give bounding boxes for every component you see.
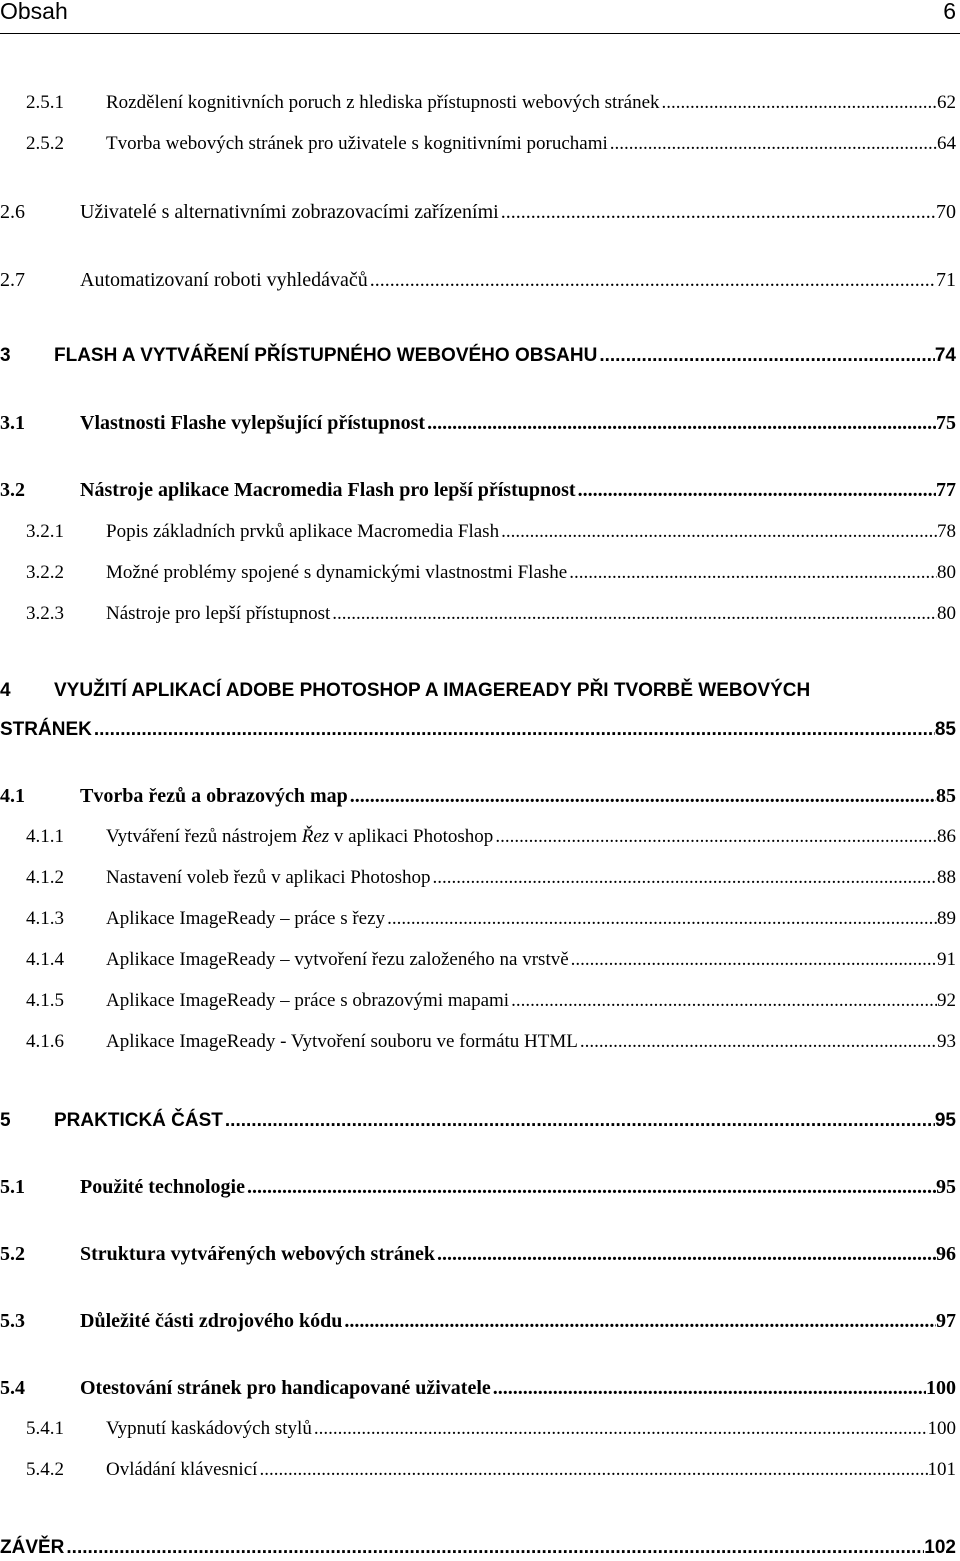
toc-number: 4.1 [0,785,25,807]
toc-number: 5.4.2 [26,1459,64,1480]
toc-entry-4-1-6[interactable] [0,1029,956,1055]
toc-leader [569,947,937,973]
toc-page: 64 [937,133,956,154]
toc-entry-3-2-1[interactable] [0,519,956,545]
toc-number: 5.3 [0,1310,25,1332]
toc-title: Použité technologie [80,1176,245,1198]
toc-leader [312,1416,928,1442]
toc-number: 2.5.1 [26,92,64,113]
toc-title [106,824,493,850]
toc-leader [499,519,937,545]
toc-title: ZÁVĚR [0,1537,65,1558]
toc-leader [567,560,937,586]
toc-page: 92 [937,990,956,1011]
toc-leader [660,90,937,116]
toc-page: 70 [936,201,956,223]
toc-entry-3[interactable] [0,343,956,369]
toc-entry-3-2-2[interactable] [0,560,956,586]
toc-entry-5-3[interactable] [0,1308,956,1334]
toc-page: 95 [936,1176,956,1198]
toc-number: 3.2.3 [26,603,64,624]
toc-page: 85 [936,785,956,807]
toc-title: Otestování stránek pro handicapované uživatele [80,1377,491,1399]
toc-title: Aplikace ImageReady – práce s obrazovými mapami [106,990,510,1011]
toc-leader [245,1174,936,1200]
toc-title: Popis základních prvků aplikace Macromedia Flash [106,521,500,542]
toc-entry-zaver[interactable] [0,1535,956,1561]
toc-number: 5.4 [0,1377,25,1399]
toc-page: 85 [934,719,956,740]
toc-title-part: Vytváření řezů nástrojem [106,826,302,847]
toc-number: 3.2.1 [26,521,64,542]
toc-number: 4.1.5 [26,990,64,1011]
toc-title: Nástroje aplikace Macromedia Flash pro lepší přístupnost [80,479,576,501]
toc-entry-3-2-3[interactable] [0,601,956,627]
toc-entry-4-1-2[interactable] [0,865,956,891]
toc-leader [431,865,937,891]
toc-entry-3-1[interactable] [0,410,956,436]
toc-page: 80 [937,562,956,583]
toc-leader [257,1457,927,1483]
toc-page: 95 [934,1110,956,1131]
toc-entry-4-heading[interactable] [0,678,956,704]
toc-title: Rozdělení kognitivních poruch z hlediska přístupnosti webových stránek [106,92,660,113]
toc-title: Aplikace ImageReady - Vytvoření souboru ve formátu HTML [106,1031,578,1052]
toc-page: 89 [937,908,956,929]
toc-page: 75 [936,412,956,434]
toc-entry-4-1-3[interactable] [0,906,956,932]
toc-title: FLASH A VYTVÁŘENÍ PŘÍSTUPNÉHO WEBOVÉHO OBSAHU [54,345,598,366]
toc-title-part: v aplikaci Photoshop [329,826,494,847]
toc-leader [491,1375,926,1401]
toc-number: 3.1 [0,412,25,434]
toc-entry-5-2[interactable] [0,1241,956,1267]
toc-leader [368,267,936,293]
toc-number: 2.6 [0,201,25,223]
toc-title: PRAKTICKÁ ČÁST [54,1110,223,1131]
header-title: Obsah [0,0,68,24]
toc-title: Aplikace ImageReady – vytvoření řezu založeného na vrstvě [106,949,569,970]
toc-page: 78 [937,521,956,542]
toc-leader [435,1241,936,1267]
toc-number: 4.1.3 [26,908,64,929]
toc-title: Aplikace ImageReady – práce s řezy [106,908,386,929]
toc-leader [493,824,937,850]
toc-title: Možné problémy spojené s dynamickými vlastnostmi Flashe [106,562,568,583]
toc-page: 71 [936,269,956,291]
toc-entry-4-1[interactable] [0,783,956,809]
toc-leader [385,906,937,932]
toc-title: Tvorba řezů a obrazových map [80,785,348,807]
toc-entry-2-7[interactable] [0,267,956,293]
toc-title: Vypnutí kaskádových stylů [106,1418,312,1439]
toc-number: 2.7 [0,269,25,291]
toc-entry-5-4[interactable] [0,1375,956,1401]
toc-leader [64,1535,924,1561]
toc-page: 91 [937,949,956,970]
toc-entry-5-4-1[interactable] [0,1416,956,1442]
toc-entry-2-5-1[interactable] [0,90,956,116]
toc-page: 100 [926,1377,956,1399]
toc-leader [330,601,937,627]
toc-entry-4-1-4[interactable] [0,947,956,973]
toc-page: 96 [936,1243,956,1265]
toc-number: 3.2 [0,479,25,501]
toc-number: 5.4.1 [26,1418,64,1439]
toc-entry-5-1[interactable] [0,1174,956,1200]
toc-leader [576,477,936,503]
toc-page: 97 [936,1310,956,1332]
toc-title: Nástroje pro lepší přístupnost [106,603,331,624]
toc-entry-4[interactable] [0,717,956,743]
toc-leader [597,343,935,369]
toc-page: 62 [937,92,956,113]
toc-page: 77 [936,479,956,501]
toc-title-emphasis: Řez [301,826,330,847]
toc-title: VYUŽITÍ APLIKACÍ ADOBE PHOTOSHOP A IMAGEREADY PŘI TVORBĚ WEBOVÝCH [54,680,811,701]
toc-leader [608,131,937,157]
toc-title: Důležité části zdrojového kódu [80,1310,343,1332]
toc-number: 5.2 [0,1243,25,1265]
toc-number: 5.1 [0,1176,25,1198]
toc-number: 4.1.2 [26,867,64,888]
toc-number: 4.1.4 [26,949,64,970]
toc-entry-3-2[interactable] [0,477,956,503]
toc-leader [499,199,936,225]
header-page-number: 6 [943,0,956,24]
toc-number: 4 [0,680,11,701]
toc-entry-4-1-5[interactable] [0,988,956,1014]
toc-page: 93 [937,1031,956,1052]
toc-leader [509,988,937,1014]
toc-title: Nastavení voleb řezů v aplikaci Photoshop [106,867,431,888]
toc-page: 101 [927,1459,956,1480]
toc-entry-2-5-2[interactable] [0,131,956,157]
toc-number: 3.2.2 [26,562,64,583]
toc-title-continuation: STRÁNEK [0,719,92,740]
toc-page: 102 [924,1537,956,1558]
toc-leader [348,783,936,809]
toc-entry-4-1-1[interactable] [0,824,956,850]
toc-leader [425,410,936,436]
toc-page: 80 [937,603,956,624]
toc-leader [578,1029,937,1055]
toc-title: Vlastnosti Flashe vylepšující přístupnost [80,412,426,434]
header-rule [0,33,960,34]
toc-leader [92,717,935,743]
toc-title: Struktura vytvářených webových stránek [80,1243,435,1265]
toc-title: Tvorba webových stránek pro uživatele s kognitivními poruchami [106,133,608,154]
toc-number: 2.5.2 [26,133,64,154]
toc-number: 5 [0,1110,11,1131]
toc-number: 3 [0,345,11,366]
toc-page: 88 [937,867,956,888]
toc-leader [223,1108,935,1134]
toc-entry-5-4-2[interactable] [0,1457,956,1483]
page-header [0,0,960,28]
toc-page: 100 [927,1418,956,1439]
toc-title: Ovládání klávesnicí [106,1459,258,1480]
toc-page: 86 [937,826,956,847]
toc-title: Automatizovaní roboti vyhledávačů [80,269,368,291]
toc-entry-5[interactable] [0,1108,956,1134]
toc-entry-2-6[interactable] [0,199,956,225]
toc-title: Uživatelé s alternativními zobrazovacími zařízeními [80,201,499,223]
toc-page: 74 [934,345,956,366]
toc-leader [342,1308,936,1334]
toc-number: 4.1.6 [26,1031,64,1052]
toc-number: 4.1.1 [26,826,64,847]
